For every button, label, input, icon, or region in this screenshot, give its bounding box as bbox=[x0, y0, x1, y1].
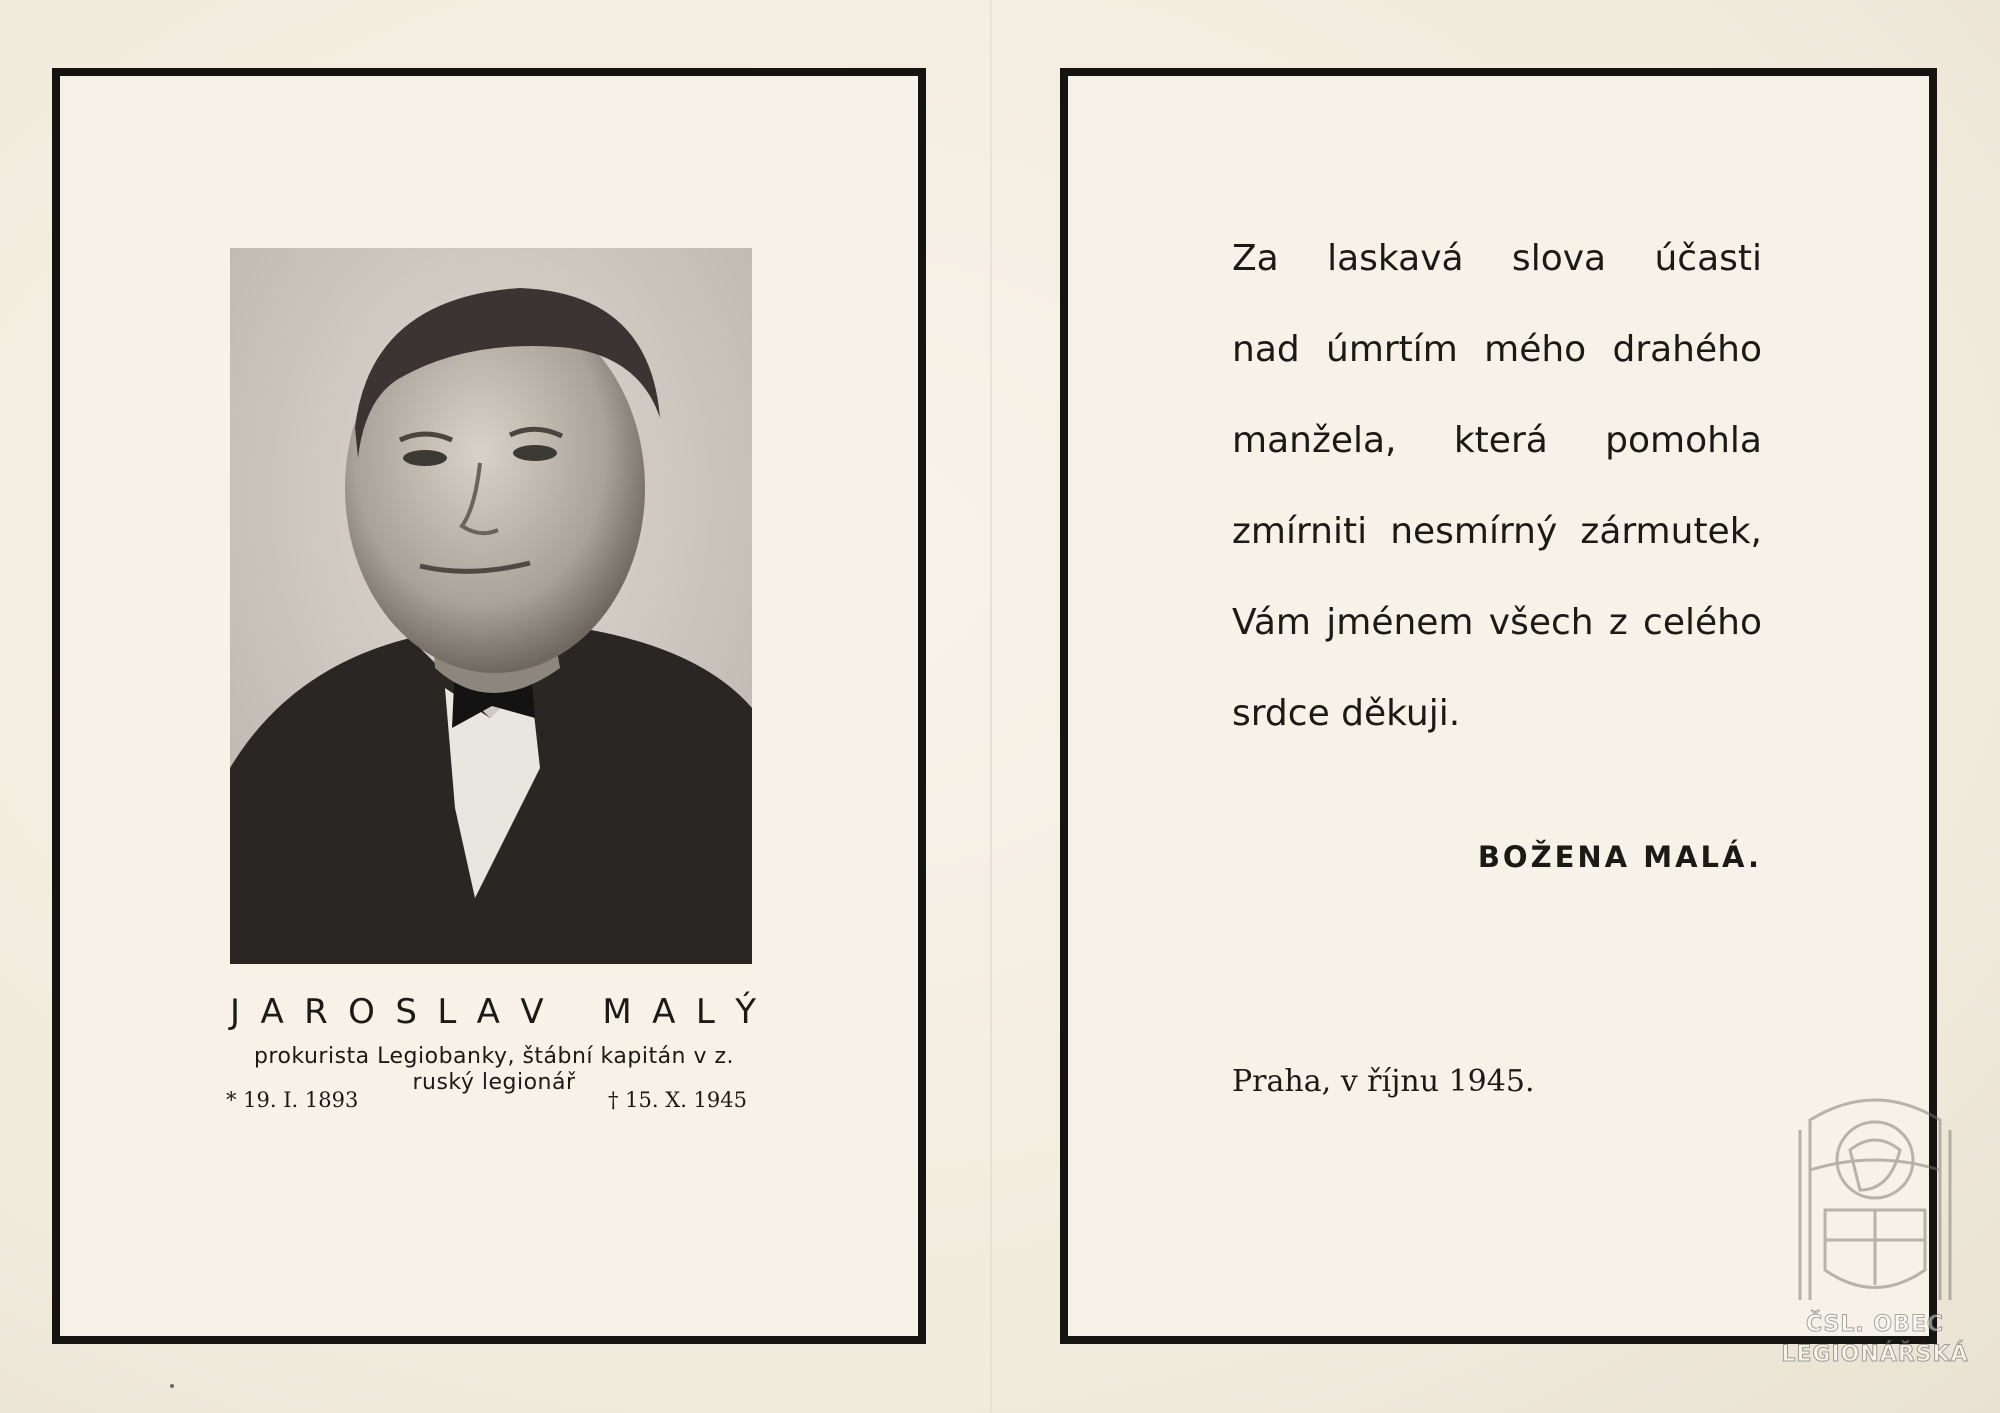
death-date: † 15. X. 1945 bbox=[608, 1088, 747, 1112]
legionnaire-emblem-icon bbox=[1780, 1080, 1970, 1310]
name-letter: M bbox=[602, 992, 634, 1032]
name-letter: Ý bbox=[735, 992, 758, 1032]
name-letter: L bbox=[695, 992, 717, 1032]
name-letter: L bbox=[437, 992, 459, 1032]
message-line: manžela, která pomohla bbox=[1232, 420, 1762, 461]
signature: BOŽENA MALÁ. bbox=[1477, 840, 1762, 874]
deceased-name bbox=[230, 992, 758, 1032]
name-letter: A bbox=[260, 992, 286, 1032]
left-memorial-card bbox=[52, 68, 926, 1344]
place-and-date: Praha, v říjnu 1945. bbox=[1232, 1064, 1535, 1099]
legion-watermark-stamp bbox=[1780, 1080, 1970, 1390]
message-line: Vám jménem všech z celého bbox=[1232, 602, 1762, 643]
name-letter: S bbox=[395, 992, 419, 1032]
message-line: srdce děkuji. bbox=[1232, 693, 1461, 734]
legionnaire-role: ruský legionář bbox=[412, 1070, 576, 1095]
center-fold bbox=[990, 0, 992, 1413]
birth-date: * 19. I. 1893 bbox=[226, 1088, 359, 1112]
name-letter: R bbox=[304, 992, 330, 1032]
name-letter: V bbox=[520, 992, 546, 1032]
paper-speck bbox=[170, 1384, 174, 1388]
occupation-text: prokurista Legiobanky, štábní kapitán v z. bbox=[253, 1044, 735, 1069]
name-letter: A bbox=[476, 992, 502, 1032]
watermark-line-2: LEGIONÁŘSKÁ bbox=[1781, 1342, 1969, 1367]
watermark-line-1: ČSL. OBEC bbox=[1805, 1312, 1945, 1337]
name-letter: J bbox=[230, 992, 243, 1032]
name-letter: O bbox=[348, 992, 377, 1032]
name-gap bbox=[564, 992, 584, 1032]
portrait-photo bbox=[230, 248, 752, 964]
message-line: Za laskavá slova účasti bbox=[1232, 238, 1762, 279]
message-line: zmírniti nesmírný zármutek, bbox=[1232, 511, 1762, 552]
message-line: nad úmrtím mého drahého bbox=[1232, 329, 1762, 370]
name-letter: A bbox=[652, 992, 678, 1032]
